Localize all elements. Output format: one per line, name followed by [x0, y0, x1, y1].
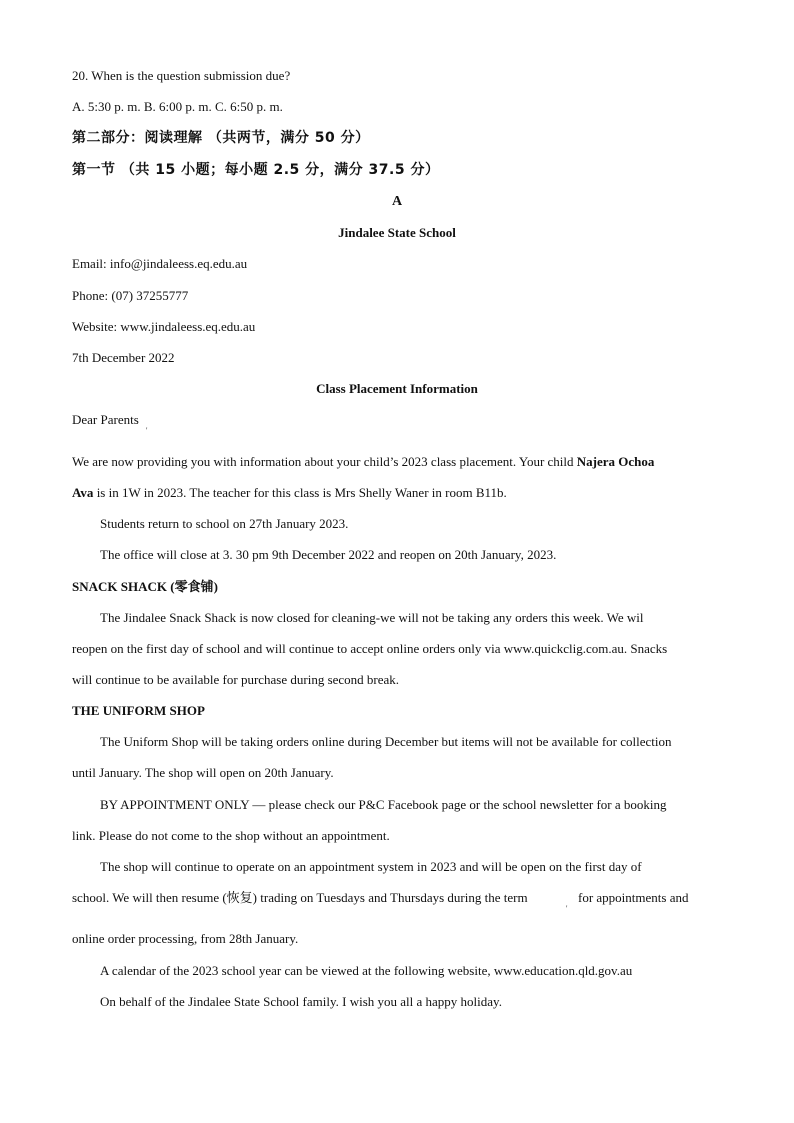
paragraph-1-line-1 — [72, 454, 654, 470]
closing-line: On behalf of the Jindalee State School family. I wish you all a happy holiday. — [100, 994, 502, 1009]
greeting: Dear Parents — [72, 412, 139, 427]
stray-mark: ' — [566, 904, 568, 913]
uniform-p2-line-1: BY APPOINTMENT ONLY — please check our P&C Facebook page or the school newsletter for a booking — [100, 797, 667, 812]
paragraph-2: Students return to school on 27th January 2023. — [100, 516, 349, 531]
uniform-p1-line-2: until January. The shop will open on 20th January. — [72, 765, 334, 780]
p1-text-b: is in 1W in 2023. The teacher for this class is Mrs Shelly Waner in room B11b. — [93, 485, 507, 500]
snack-line-1: The Jindalee Snack Shack is now closed for cleaning-we will not be taking any orders this week. We wil — [100, 610, 644, 625]
part2-heading: 第二部分：阅读理解 （共两节，满分 50 分） — [72, 130, 370, 146]
school-name: Jindalee State School — [338, 225, 456, 240]
contact-email: Email: info@jindaleess.eq.edu.au — [72, 256, 248, 271]
uniform-shop-heading: THE UNIFORM SHOP — [72, 703, 205, 718]
section1-heading: 第一节 （共 15 小题；每小题 2.5 分，满分 37.5 分） — [72, 162, 440, 178]
paragraph-3: The office will close at 3. 30 pm 9th December 2022 and reopen on 20th January, 2023. — [100, 547, 557, 562]
calendar-line: A calendar of the 2023 school year can be viewed at the following website, www.education.qld.gov.au — [100, 963, 633, 978]
snack-line-2: reopen on the first day of school and will continue to accept online orders only via www.quickclig.com.au. Snacks — [72, 641, 668, 656]
contact-website: Website: www.jindaleess.eq.edu.au — [72, 319, 256, 334]
uniform-p3-line-1: The shop will continue to operate on an appointment system in 2023 and will be open on the first day of — [100, 859, 642, 874]
p1-text-a: We are now providing you with information about your child’s 2023 class placement. Your child — [72, 454, 577, 469]
uniform-p1-line-1: The Uniform Shop will be taking orders online during December but items will not be available for collection — [100, 734, 672, 749]
uniform-p3-line-3: online order processing, from 28th January. — [72, 931, 299, 946]
letter-date: 7th December 2022 — [72, 350, 175, 365]
paragraph-1-line-2 — [72, 485, 507, 501]
contact-phone: Phone: (07) 37255777 — [72, 288, 189, 303]
stray-mark: ' — [146, 426, 148, 435]
uniform-p3-line-2a: school. We will then resume (恢复) trading on Tuesdays and Thursdays during the term — [72, 890, 528, 905]
passage-letter: A — [391, 194, 403, 209]
snack-shack-heading: SNACK SHACK (零食铺) — [72, 579, 218, 594]
snack-line-3: will continue to be available for purchase during second break. — [72, 672, 400, 687]
question-stem: 20. When is the question submission due? — [72, 68, 291, 83]
question-options: A. 5:30 p. m. B. 6:00 p. m. C. 6:50 p. m. — [72, 99, 283, 114]
child-name-last: Ava — [72, 485, 94, 500]
uniform-p3-line-2b: for appointments and — [578, 890, 689, 905]
child-name-first: Najera Ochoa — [576, 454, 655, 469]
uniform-p2-line-2: link. Please do not come to the shop without an appointment. — [72, 828, 390, 843]
letter-title: Class Placement Information — [316, 381, 478, 396]
